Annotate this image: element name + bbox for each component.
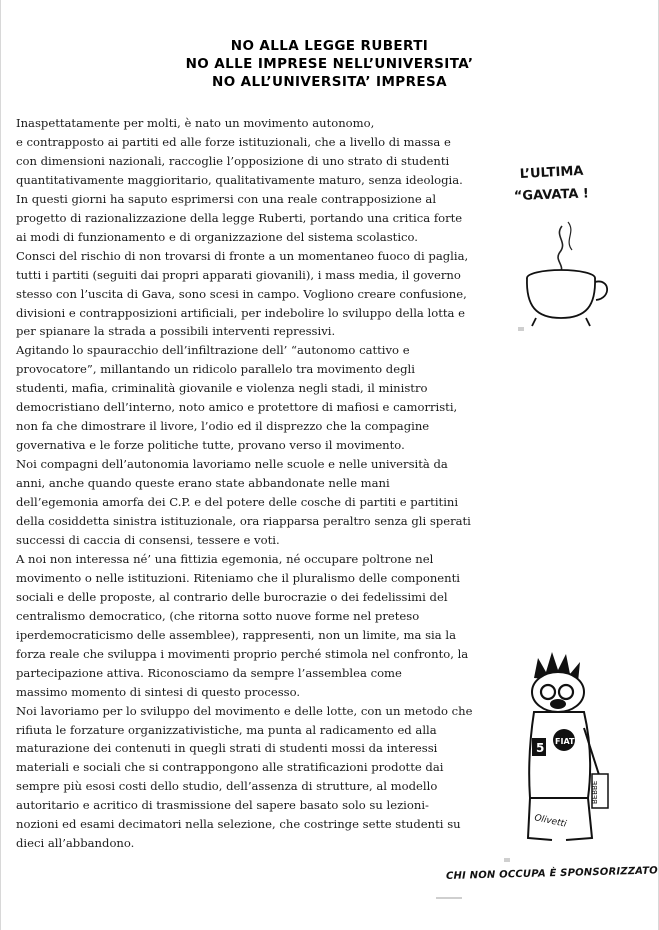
body-line: sempre più esosi costi dello studio, dell’assenza di strutture, al modello <box>16 779 438 794</box>
image-anchor-marker <box>504 858 510 862</box>
body-line: partecipazione attiva. Riconosciamo da sempre l’assemblea come <box>16 665 402 680</box>
body-line: centralismo democratico, (che ritorna sotto nuove forme nel preteso <box>16 608 420 623</box>
body-line: movimento o nelle istituzioni. Riteniamo che il pluralismo delle componenti <box>16 570 460 585</box>
cooking-pot-cartoon <box>506 158 618 328</box>
body-line: non fa che dimostrare il livore, l’odio ed il disprezzo che la compagine <box>16 419 430 434</box>
body-line: Agitando lo spauracchio dell’infiltrazione dell’ “autonomo cattivo e <box>16 343 410 358</box>
cartoon-title-line-2: “GAVATA ! <box>513 186 590 204</box>
body-line: quantitativamente maggioritario, qualitativamente maturo, senza ideologia. <box>16 172 463 187</box>
cartoon-title-line-1: L’ULTIMA <box>519 163 584 182</box>
pot-handle-icon <box>595 281 607 300</box>
student-cartoon <box>500 648 620 848</box>
page-edge-left <box>0 0 1 930</box>
steam-icon <box>558 226 563 272</box>
body-line: anni, anche quando queste erano state abbandonate nelle mani <box>16 476 390 491</box>
body-line: Consci del rischio di non trovarsi di fronte a un momentaneo fuoco di paglia, <box>16 248 469 263</box>
title-line-1: NO ALLA LEGGE RUBERTI <box>230 38 429 54</box>
body-line: stesso con l’uscita di Gava, sono scesi in campo. Vogliono creare confusione, <box>16 286 467 301</box>
cartoon-caption: CHI NON OCCUPA È SPONSORIZZATO <box>445 865 659 882</box>
body-line: dieci all’abbandono. <box>16 836 135 851</box>
glasses-lens-icon <box>559 685 573 699</box>
body-line: Noi lavoriamo per lo sviluppo del movimento e delle lotte, con un metodo che <box>16 703 473 718</box>
shirt-number: 5 <box>536 741 545 755</box>
body-line: In questi giorni ha saputo esprimersi con una reale contrapposizione al <box>16 191 437 206</box>
body-line: Noi compagni dell’autonomia lavoriamo nelle scuole e nelle università da <box>16 457 448 472</box>
body-line: autoritario e acritico di trasmissione del sapere basato solo su lezioni- <box>16 798 429 813</box>
title-line-3: NO ALL’UNIVERSITA’ IMPRESA <box>212 74 447 90</box>
pot-icon <box>527 278 595 318</box>
page-title <box>0 37 659 91</box>
body-line: massimo momento di sintesi di questo processo. <box>16 684 301 699</box>
price-tag-label: BEBBE <box>591 780 599 804</box>
body-line: democristiano dell’interno, noto amico e protettore di mafiosi e camorristi, <box>16 400 458 415</box>
glasses-icon <box>541 685 555 699</box>
steam-wisp-icon <box>568 222 572 250</box>
body-line: tutti i partiti (seguiti dai propri apparati giovanili), i mass media, il governo <box>16 267 461 282</box>
body-line: dell’egemonia amorfa dei C.P. e del potere delle cosche di partiti e partitini <box>16 495 459 510</box>
body-line: iperdemocraticismo delle assemblee), rappresenti, non un limite, ma sia la <box>16 627 456 642</box>
nose-icon <box>550 699 566 709</box>
body-line: successi di caccia di consensi, tessere e voti. <box>16 532 280 547</box>
title-line-2: NO ALLE IMPRESE NELL’UNIVERSITA’ <box>185 56 474 72</box>
body-line: progetto di razionalizzazione della legge Ruberti, portando una critica forte <box>16 210 463 225</box>
body-line: governativa e le forze politiche tutte, provano verso il movimento. <box>16 438 405 453</box>
body-line: nozioni ed esami decimatori nella selezione, che costringe sette studenti su <box>16 817 461 832</box>
article-body <box>16 114 496 853</box>
fiat-badge-label: FIAT <box>555 737 575 746</box>
body-line: materiali e sociali che si contrappongono alle stratificazioni prodotte dai <box>16 760 444 775</box>
body-line: studenti, mafia, criminalità giovanile e violenza negli stadi, il ministro <box>16 381 428 396</box>
pot-legs-icon <box>532 318 590 326</box>
body-line: della cosiddetta sinistra istituzionale, ora riapparsa peraltro senza gli sperati <box>16 514 471 529</box>
body-line: ai modi di funzionamento e di organizzazione del sistema scolastico. <box>16 229 418 244</box>
body-line: con dimensioni nazionali, raccoglie l’opposizione di uno strato di studenti <box>16 153 450 168</box>
image-anchor-marker <box>518 327 524 331</box>
body-line: per spianare la strada a possibili interventi repressivi. <box>16 324 336 339</box>
body-line: sociali e delle proposte, al contrario delle burocrazie o dei fedelissimi del <box>16 589 448 604</box>
caption-anchor-line <box>436 897 462 899</box>
body-line: e contrapposto ai partiti ed alle forze istituzionali, che a livello di massa e <box>16 134 451 149</box>
body-line: rifiuta le forzature organizzativistiche, ma punta al radicamento ed alla <box>16 722 437 737</box>
body-line: divisioni e contrapposizioni artificiali, per indebolire lo sviluppo della lotta e <box>16 305 465 320</box>
body-line: provocatore”, millantando un ridicolo parallelo tra movimento degli <box>16 362 415 377</box>
body-line: forza reale che sviluppa i movimenti proprio perché stimola nel confronto, la <box>16 646 469 661</box>
hem-label: Olivetti <box>533 813 568 830</box>
body-line: maturazione dei contenuti in quegli strati di studenti mossi da interessi <box>16 741 438 756</box>
body-line: A noi non interessa né’ una fittizia egemonia, né occupare poltrone nel <box>16 551 434 566</box>
body-line: Inaspettatamente per molti, è nato un movimento autonomo, <box>16 116 375 130</box>
